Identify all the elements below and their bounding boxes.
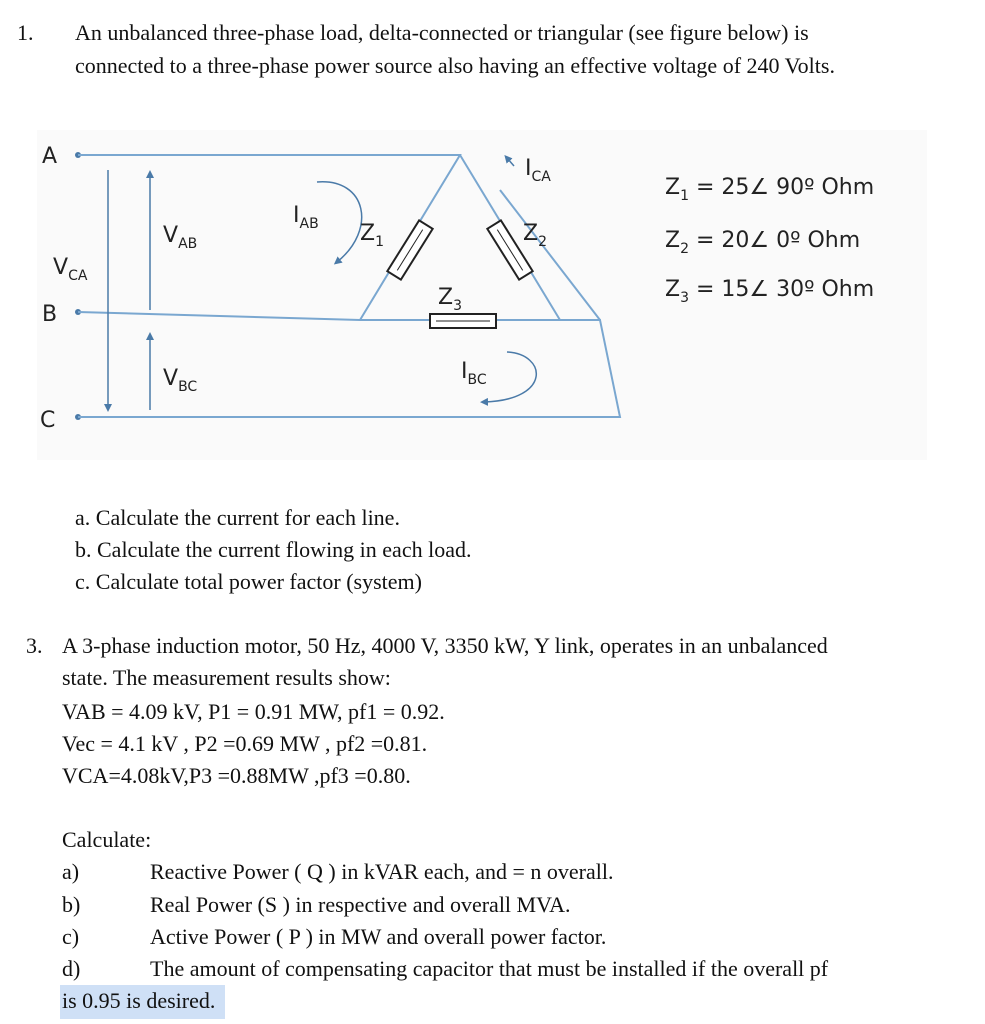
z3-impedance-box [430,314,496,328]
z1-diagram-label: $Z_1$ [360,221,384,250]
item-a-label: a) [62,859,80,884]
measurement-1: VAB = 4.09 kV, P1 = 0.91 MW, pf1 = 0.92. [62,699,445,724]
item-c-text: Active Power ( P ) in MW and overall power factor. [150,924,607,949]
item-c-label: c) [62,924,80,949]
question-3-text-line-1: A 3-phase induction motor, 50 Hz, 4000 V, 3350 kW, Y link, operates in an unbalanced [62,633,828,658]
item-d-continuation[interactable]: is 0.95 is desired. [60,985,225,1019]
question-number-3: 3. [26,633,43,658]
q1-part-a: a. Calculate the current for each line. [75,505,400,530]
vca-label: $V_{CA}$ [53,255,88,284]
ibc-label: $I_{BC}$ [461,359,487,388]
question-3-text-line-2: state. The measurement results show: [62,665,391,690]
node-c-label: C [40,408,56,433]
item-b-label: b) [62,892,81,917]
iab-label: $I_{AB}$ [293,203,319,232]
question-number-1: 1. [17,20,34,45]
delta-circuit-figure [37,130,927,460]
question-1-text-line-2: connected to a three-phase power source also having an effective voltage of 240 Volts. [75,53,835,78]
item-d-text: The amount of compensating capacitor that must be installed if the overall pf [150,956,829,981]
question-1-text-line-1: An unbalanced three-phase load, delta-connected or triangular (see figure below) is [75,20,809,45]
z2-diagram-label: $Z_2$ [523,221,547,250]
item-d-label: d) [62,956,81,981]
circuit-diagram [37,130,927,460]
q1-part-c: c. Calculate total power factor (system) [75,569,422,594]
z3-diagram-label: $Z_3$ [438,285,462,314]
z1-value: $Z_1$ = 25∠ 90º Ohm [665,175,875,204]
node-a-label: A [42,144,58,169]
z2-value: $Z_2$ = 20∠ 0º Ohm [665,228,861,257]
vab-label: $V_{AB}$ [163,223,198,252]
ica-label: $I_{CA}$ [525,156,551,185]
vbc-label: $V_{BC}$ [163,366,198,395]
measurement-3: VCA=4.08kV,P3 =0.88MW ,pf3 =0.80. [62,763,411,788]
item-b-text: Real Power (S ) in respective and overall MVA. [150,892,571,917]
measurement-2: Vec = 4.1 kV , P2 =0.69 MW , pf2 =0.81. [62,731,428,756]
z3-value: $Z_3$ = 15∠ 30º Ohm [665,277,875,306]
calculate-heading: Calculate: [62,827,152,852]
q1-part-b: b. Calculate the current flowing in each load. [75,537,472,562]
node-b-label: B [42,302,58,327]
item-a-text: Reactive Power ( Q ) in kVAR each, and = n overall. [150,859,614,884]
